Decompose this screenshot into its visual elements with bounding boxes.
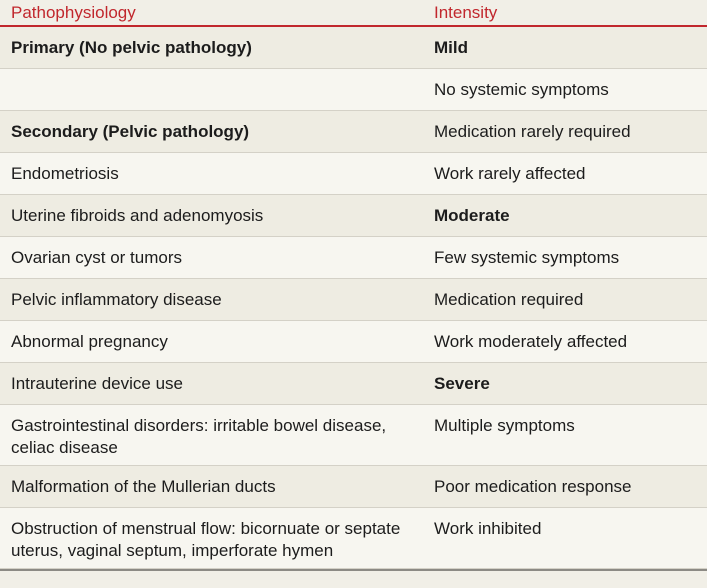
cell-intensity: Few systemic symptoms	[434, 248, 620, 267]
cell-intensity: Work rarely affected	[434, 164, 586, 183]
cell-intensity: Multiple symptoms	[434, 416, 575, 435]
table-row	[0, 321, 707, 363]
header-pathophysiology: Pathophysiology	[11, 3, 136, 22]
table-row	[0, 508, 707, 569]
cell-pathophysiology: Abnormal pregnancy	[11, 332, 168, 351]
header-intensity: Intensity	[434, 3, 498, 22]
table-row	[0, 237, 707, 279]
cell-pathophysiology: Intrauterine device use	[11, 374, 183, 393]
table-row	[0, 69, 707, 111]
table-row	[0, 111, 707, 153]
cell-intensity: Medication rarely required	[434, 122, 631, 141]
cell-pathophysiology: Uterine fibroids and adenomyosis	[11, 206, 264, 225]
cell-intensity: Moderate	[434, 206, 510, 225]
table-header	[0, 0, 707, 27]
cell-pathophysiology: Gastrointestinal disorders: irritable bowel disease, celiac disease	[11, 416, 387, 457]
cell-pathophysiology: Ovarian cyst or tumors	[11, 248, 182, 267]
cell-intensity: Work inhibited	[434, 519, 542, 538]
cell-intensity: Poor medication response	[434, 477, 632, 496]
cell-intensity: Severe	[434, 374, 490, 393]
cell-pathophysiology: Pelvic inflammatory disease	[11, 290, 222, 309]
cell-pathophysiology	[0, 69, 421, 110]
cell-pathophysiology: Obstruction of menstrual flow: bicornuate or septate uterus, vaginal septum, imperforate hymen	[11, 519, 401, 560]
cell-pathophysiology: Endometriosis	[11, 164, 119, 183]
table-row	[0, 195, 707, 237]
cell-pathophysiology: Malformation of the Mullerian ducts	[11, 477, 276, 496]
table-row	[0, 405, 707, 466]
cell-intensity: Work moderately affected	[434, 332, 628, 351]
cell-intensity: Medication required	[434, 290, 584, 309]
table-row	[0, 153, 707, 195]
cell-intensity: No systemic symptoms	[434, 80, 609, 99]
table-row	[0, 363, 707, 405]
table-row	[0, 27, 707, 69]
table-row	[0, 279, 707, 321]
table-bottom-rule	[0, 569, 707, 571]
table-row	[0, 466, 707, 508]
cell-pathophysiology: Primary (No pelvic pathology)	[11, 38, 252, 57]
cell-intensity: Mild	[434, 38, 468, 57]
cell-pathophysiology: Secondary (Pelvic pathology)	[11, 122, 250, 141]
